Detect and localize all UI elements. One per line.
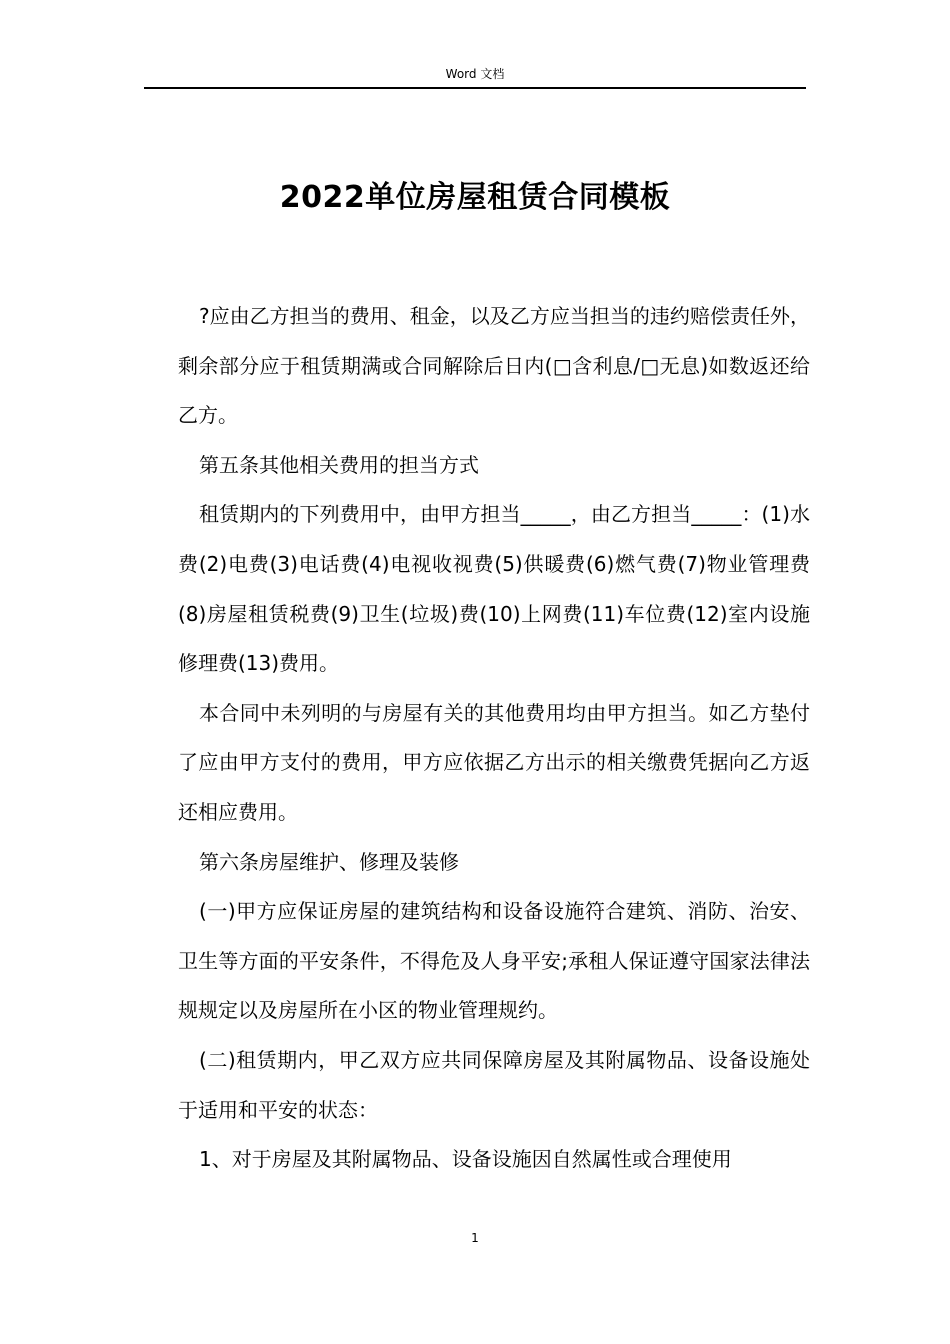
- paragraph-fee-list: 租赁期内的下列费用中，由甲方担当_____，由乙方担当_____：(1)水费(2)电费(3)电话费(4)电视收视费(5)供暖费(6)燃气费(7)物业管理费(8)房屋租赁税费(9)卫生(垃圾)费(10)上网费(11)车位费(12)室内设施修理费(13)费用。: [178, 502, 810, 676]
- section-heading-article-5: 第五条其他相关费用的担当方式: [199, 452, 479, 477]
- paragraph-clause-2: (二)租赁期内，甲乙双方应共同保障房屋及其附属物品、设备设施处于适用和平安的状态：: [178, 1047, 810, 1122]
- section-heading-article-6: 第六条房屋维护、修理及装修: [199, 849, 459, 874]
- paragraph-clause-1: (一)甲方应保证房屋的建筑结构和设备设施符合建筑、消防、治安、卫生等方面的平安条件，不得危及人身平安;承租人保证遵守国家法律法规规定以及房屋所在小区的物业管理规约。: [178, 899, 810, 1023]
- paragraph-deposit-return: ?应由乙方担当的费用、租金，以及乙方应当担当的违约赔偿责任外，剩余部分应于租赁期满或合同解除后日内(□含利息/□无息)如数返还给乙方。: [178, 304, 810, 428]
- document-body: [178, 292, 810, 1185]
- page-header: Word 文档: [445, 67, 505, 81]
- paragraph-item-1: 1、对于房屋及其附属物品、设备设施因自然属性或合理使用: [199, 1147, 732, 1172]
- document-title: 2022单位房屋租赁合同模板: [279, 180, 671, 216]
- page-number: 1: [471, 1231, 479, 1245]
- paragraph-other-fees: 本合同中未列明的与房屋有关的其他费用均由甲方担当。如乙方垫付了应由甲方支付的费用，甲方应依据乙方出示的相关缴费凭据向乙方返还相应费用。: [178, 700, 810, 824]
- header-divider: [144, 87, 806, 89]
